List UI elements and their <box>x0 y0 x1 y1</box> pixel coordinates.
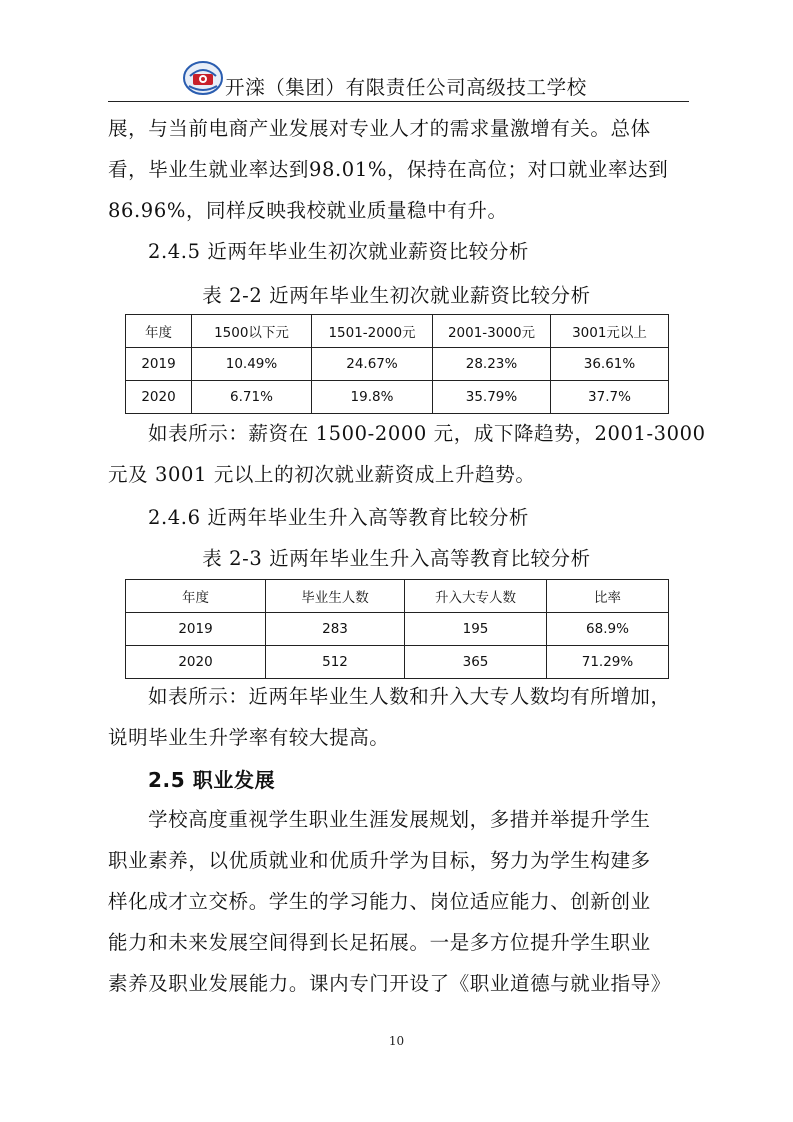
table-row <box>126 646 669 679</box>
page-number: 10 <box>388 1034 405 1048</box>
salary-comparison-table <box>125 314 669 414</box>
table-row <box>126 613 669 646</box>
table-caption-2-3: 表 2-3 近两年毕业生升入高等教育比较分析 <box>202 547 591 570</box>
salary-table-note <box>108 413 706 495</box>
table-cell: 28.23% <box>433 348 551 381</box>
table-header-row <box>126 580 669 613</box>
text-line: 元及 3001 元以上的初次就业薪资成上升趋势。 <box>108 463 536 486</box>
table-cell: 68.9% <box>547 613 669 646</box>
career-development-paragraph <box>108 799 688 1004</box>
intro-paragraph <box>108 108 688 231</box>
table-row <box>126 381 669 414</box>
table-cell: 24.67% <box>312 348 433 381</box>
higher-education-table <box>125 579 669 679</box>
table-cell: 512 <box>266 646 405 679</box>
text-line: 样化成才立交桥。学生的学习能力、岗位适应能力、创新创业 <box>108 890 651 913</box>
table-cell: 71.29% <box>547 646 669 679</box>
header-title: 开滦（集团）有限责任公司高级技工学校 <box>225 76 587 99</box>
table-cell: 365 <box>405 646 547 679</box>
education-table-note <box>108 676 688 758</box>
column-header: 1500以下元 <box>192 315 312 348</box>
section-heading-2-4-5: 2.4.5 近两年毕业生初次就业薪资比较分析 <box>148 240 530 263</box>
text-line: 说明毕业生升学率有较大提高。 <box>108 726 390 749</box>
table-cell: 35.79% <box>433 381 551 414</box>
column-header: 升入大专人数 <box>405 580 547 613</box>
text-line: 看，毕业生就业率达到98.01%，保持在高位；对口就业率达到 <box>108 158 669 181</box>
table-row <box>126 348 669 381</box>
school-logo-icon <box>182 60 224 96</box>
table-caption-2-2: 表 2-2 近两年毕业生初次就业薪资比较分析 <box>202 284 591 307</box>
table-cell: 283 <box>266 613 405 646</box>
text-line: 素养及职业发展能力。课内专门开设了《职业道德与就业指导》 <box>108 972 671 995</box>
text-line: 能力和未来发展空间得到长足拓展。一是多方位提升学生职业 <box>108 931 651 954</box>
section-heading-2-5: 2.5 职业发展 <box>148 768 276 792</box>
table-cell: 2019 <box>126 613 266 646</box>
table-cell: 2019 <box>126 348 192 381</box>
table-cell: 195 <box>405 613 547 646</box>
column-header: 2001-3000元 <box>433 315 551 348</box>
column-header: 比率 <box>547 580 669 613</box>
text-line: 职业素养，以优质就业和优质升学为目标，努力为学生构建多 <box>108 849 651 872</box>
table-cell: 36.61% <box>551 348 669 381</box>
table-cell: 2020 <box>126 646 266 679</box>
column-header: 年度 <box>126 315 192 348</box>
text-line: 如表所示：近两年毕业生人数和升入大专人数均有所增加， <box>148 685 671 708</box>
section-heading-2-4-6: 2.4.6 近两年毕业生升入高等教育比较分析 <box>148 506 530 529</box>
column-header: 3001元以上 <box>551 315 669 348</box>
column-header: 毕业生人数 <box>266 580 405 613</box>
header-divider <box>108 101 689 102</box>
text-line: 学校高度重视学生职业生涯发展规划，多措并举提升学生 <box>148 808 651 831</box>
table-cell: 10.49% <box>192 348 312 381</box>
text-line: 展，与当前电商产业发展对专业人才的需求量激增有关。总体 <box>108 117 651 140</box>
table-cell: 6.71% <box>192 381 312 414</box>
text-line: 如表所示：薪资在 1500-2000 元，成下降趋势，2001-3000 <box>148 422 706 445</box>
column-header: 1501-2000元 <box>312 315 433 348</box>
table-cell: 2020 <box>126 381 192 414</box>
table-cell: 37.7% <box>551 381 669 414</box>
table-cell: 19.8% <box>312 381 433 414</box>
page-header <box>108 56 688 102</box>
column-header: 年度 <box>126 580 266 613</box>
table-header-row <box>126 315 669 348</box>
text-line: 86.96%，同样反映我校就业质量稳中有升。 <box>108 199 508 222</box>
